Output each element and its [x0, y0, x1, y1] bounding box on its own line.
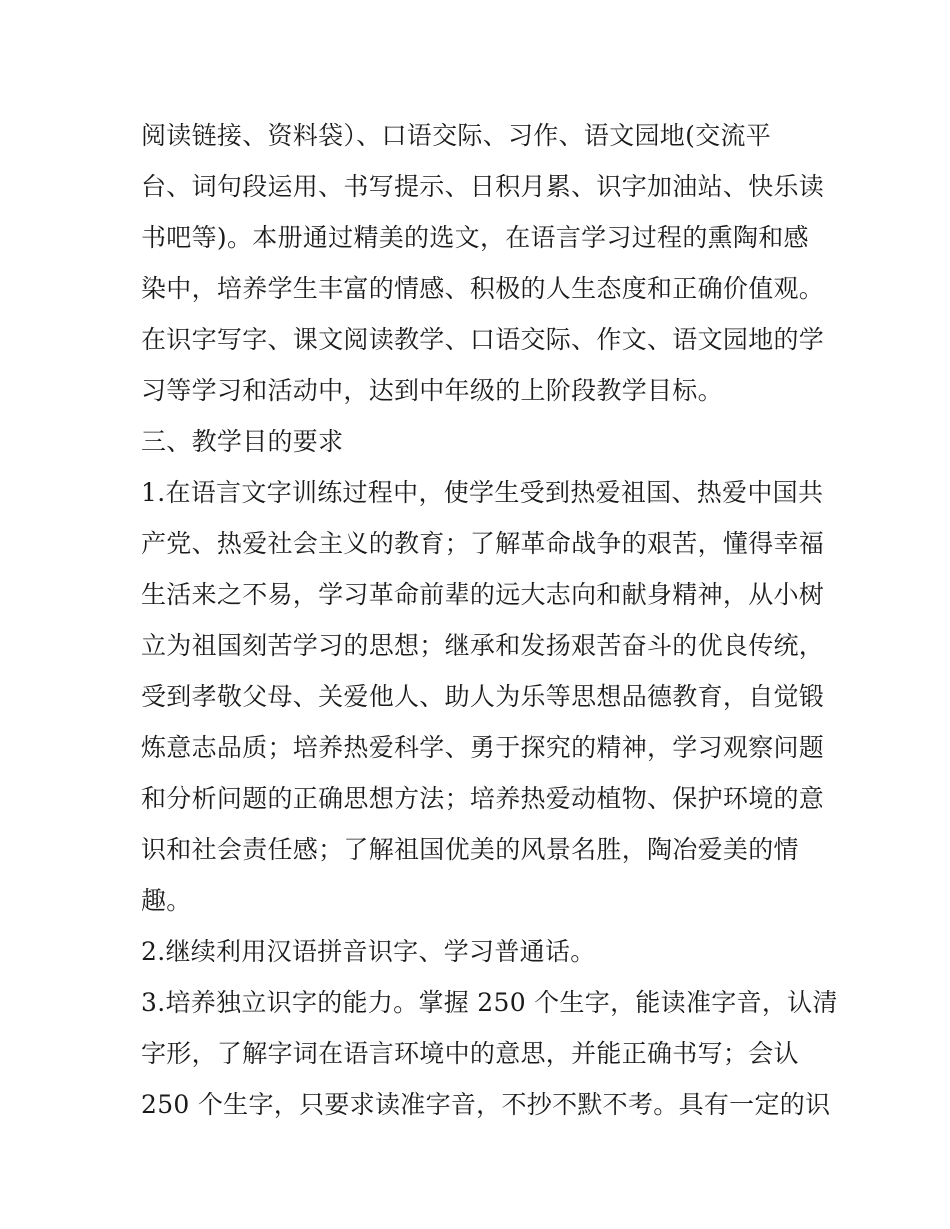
text-line: 立为祖国刻苦学习的思想；继承和发扬艰苦奋斗的优良传统， [141, 631, 825, 660]
text-line: 台、词句段运用、书写提示、日积月累、识字加油站、快乐读 [141, 172, 825, 201]
text-line: 在识字写字、课文阅读教学、口语交际、作文、语文园地的学 [141, 325, 825, 354]
text-line: 阅读链接、资料袋）、口语交际、习作、语文园地(交流平 [141, 121, 772, 150]
section-heading: 三、教学目的要求 [141, 427, 344, 456]
text-line: 书吧等)。本册通过精美的选文，在语言学习过程的熏陶和感 [141, 223, 809, 252]
text-line: 和分析问题的正确思想方法；培养热爱动植物、保护环境的意 [141, 784, 825, 813]
text-line: 习等学习和活动中，达到中年级的上阶段教学目标。 [141, 376, 723, 405]
text-line: 识和社会责任感；了解祖国优美的风景名胜，陶冶爱美的情 [141, 835, 799, 864]
text-line: 受到孝敬父母、关爱他人、助人为乐等思想品德教育，自觉锻 [141, 682, 825, 711]
text-line: 2.继续利用汉语拼音识字、学习普通话。 [141, 937, 596, 966]
document-body [141, 110, 838, 1130]
text-line: 产党、热爱社会主义的教育；了解革命战争的艰苦，懂得幸福 [141, 529, 825, 558]
text-line: 趣。 [141, 886, 192, 915]
text-line: 1.在语言文字训练过程中，使学生受到热爱祖国、热爱中国共 [141, 478, 824, 507]
text-line: 炼意志品质；培养热爱科学、勇于探究的精神，学习观察问题 [141, 733, 825, 762]
text-line: 字形，了解字词在语言环境中的意思，并能正确书写；会认 [141, 1039, 799, 1068]
text-line: 250 个生字，只要求读准字音，不抄不默不考。具有一定的识 [141, 1090, 831, 1119]
text-line: 生活来之不易，学习革命前辈的远大志向和献身精神，从小树 [141, 580, 825, 609]
text-line: 3.培养独立识字的能力。掌握 250 个生字，能读准字音，认清 [141, 988, 838, 1017]
text-line: 染中，培养学生丰富的情感、积极的人生态度和正确价值观。 [141, 274, 825, 303]
